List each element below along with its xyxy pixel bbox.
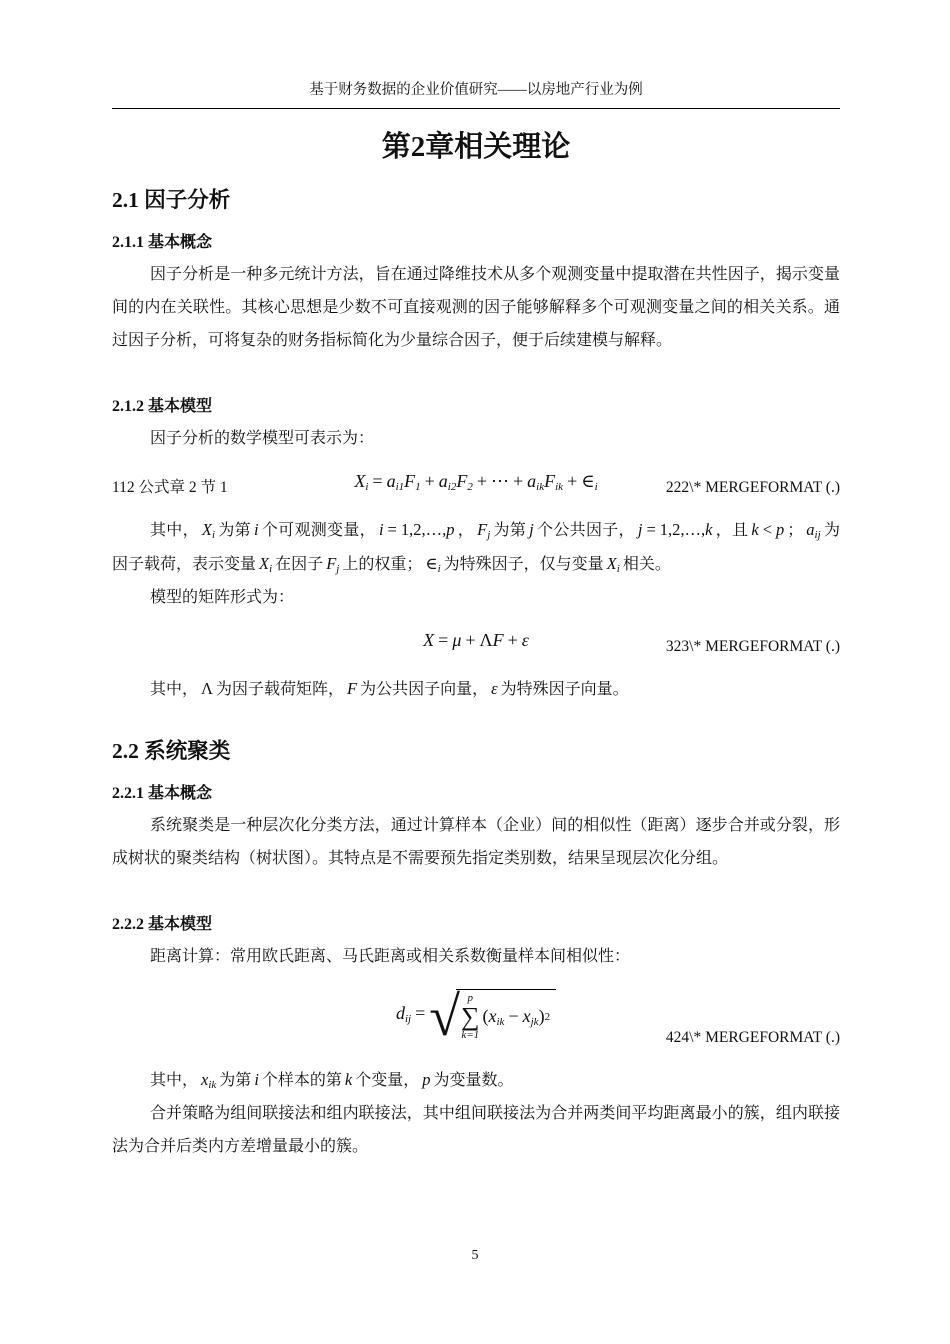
section-heading-2-2: 2.2 系统聚类 (112, 739, 231, 763)
paragraph-equation-3-where: 其中， $x_{ik}$ 为第 i 个样本的第 k 个变量， p 为变量数。 (150, 1070, 514, 1091)
equation-2-right-label: 323\* MERGEFORMAT (.) (665, 638, 840, 655)
paragraph-factor-analysis-concept: 因子分析是一种多元统计方法，旨在通过降维技术从多个观测变量中提取潜在共性因子，揭示变量间的内在关联性。其核心思想是少数不可直接观测的因子能够解释多个可观测变量之间的相关关系。通过因子分析，可将复杂的财务指标简化为少量综合因子，便于后续建模与解释。 (112, 266, 840, 349)
equation-2-row (112, 616, 840, 664)
equation-2-formula: X = μ + ΛF + ε (423, 629, 529, 650)
equation-1-left-label: 112 公式章 2 节 1 (112, 479, 228, 496)
subsection-heading-2-2-1: 2.2.1 基本概念 (112, 785, 213, 802)
equation-3-right-label: 424\* MERGEFORMAT (.) (665, 1029, 840, 1046)
chapter-title: 第2章相关理论 (381, 131, 571, 163)
subsection-heading-2-1-1: 2.1.1 基本概念 (112, 234, 213, 251)
paragraph-clustering-concept: 系统聚类是一种层次化分类方法，通过计算样本（企业）间的相似性（距离）逐步合并或分裂，形成树状的聚类结构（树状图）。其特点是不需要预先指定类别数，结果呈现层次化分组。 (112, 817, 840, 867)
paragraph-merge-strategy: 合并策略为组间联接法和组内联接法，其中组间联接法为合并两类间平均距离最小的簇，组内联接法为合并后类内方差增量最小的簇。 (112, 1105, 840, 1155)
paragraph-equation-2-where: 其中， Λ 为因子载荷矩阵， F 为公共因子向量， ε 为特殊因子向量。 (150, 679, 629, 698)
paragraph-model-intro: 因子分析的数学模型可表示为： (150, 430, 375, 447)
equation-3-row (112, 975, 840, 1055)
paragraph-distance-intro: 距离计算：常用欧氏距离、马氏距离或相关系数衡量样本间相似性： (150, 948, 631, 965)
subsection-heading-2-2-2: 2.2.2 基本模型 (112, 916, 213, 933)
equation-1-right-label: 222\* MERGEFORMAT (.) (665, 479, 840, 496)
paragraph-equation-1-where: 其中， $X_i$ 为第 i 个可观测变量， i = 1,2,…,p ， $F_j$ 为第 j 个公共因子， j = 1,2,…,k ，且 k < p ； $a_{ij}$ 为因子载荷，表示变量 $X_i$ 在因子 $F_j$ 上的权重； $\in_i$ 为特殊因子，仅与变量 $X_i$ 相关。 (112, 520, 840, 575)
paragraph-matrix-form-intro: 模型的矩阵形式为： (150, 589, 295, 606)
running-header (112, 78, 840, 109)
equation-1-formula: $X_i = a_{i1}F_1 + a_{i2}F_2$ + ⋯ + $a_{ik}F_{ik}$ + $\in_i$ (354, 470, 598, 493)
equation-1-row (112, 457, 840, 505)
page-number: 5 (471, 1248, 479, 1263)
running-header-text: 基于财务数据的企业价值研究——以房地产行业为例 (309, 82, 643, 98)
equation-3-formula: $d_{ij}$ = √ p ∑ k=1 ( $x_{ik}$ − $x_{jk}$ ) 2 (396, 989, 556, 1042)
section-heading-2-1: 2.1 因子分析 (112, 188, 231, 212)
subsection-heading-2-1-2: 2.1.2 基本模型 (112, 398, 213, 415)
